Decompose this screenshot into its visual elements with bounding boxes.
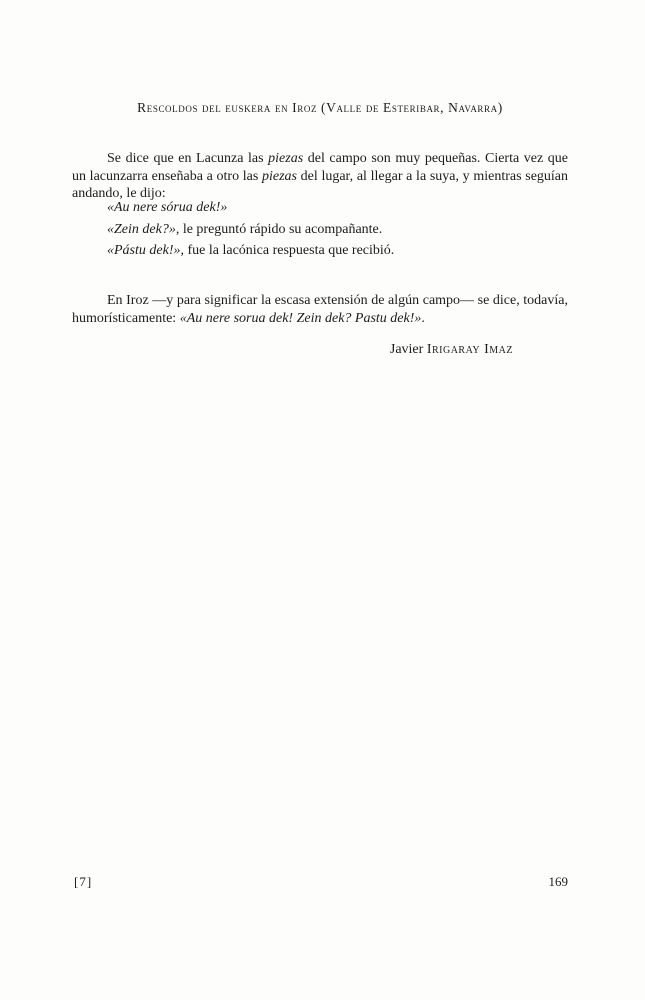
quote-spanish-text: , le preguntó rápido su acompañante. (175, 221, 383, 237)
paragraph-2-text: En Iroz —y para significar la escasa extensión de algún campo— se dice, todavía, humorísticamente: (72, 293, 568, 326)
footer-section-number: [7] (74, 874, 93, 889)
author-surnames: Irigaray Imaz (426, 342, 513, 357)
paragraph-1-italic-piezas: piezas (268, 151, 304, 166)
quote-line (107, 240, 547, 262)
quote-line (107, 219, 547, 241)
paragraph-1-text: del lugar, al llegar a la suya, y mientras seguían andando, le dijo: (72, 168, 569, 201)
footer-page-number: 169 (548, 874, 568, 889)
paragraph-1-text: Se dice que en Lacunza las (107, 151, 269, 166)
paragraph-1-italic-piezas: piezas (261, 168, 297, 184)
quote-basque-text: «Pástu dek!» (107, 243, 181, 258)
page-content (72, 0, 568, 1000)
quote-basque-text: «Au nere sórua dek!» (107, 200, 228, 215)
paragraph-2-text: . (421, 310, 425, 326)
dialogue-quotes (107, 197, 547, 262)
paragraph-2 (72, 292, 568, 327)
paragraph-2-italic-quote: «Au nere sorua dek! Zein dek? Pastu dek!» (179, 310, 422, 326)
author-signature (72, 342, 568, 358)
quote-spanish-text: , fue la lacónica respuesta que recibió. (180, 243, 395, 258)
paragraph-1-text: del campo son muy pequeñas. Cierta vez que un lacunzarra enseñaba a otro las (72, 151, 568, 184)
quote-basque-text: «Zein dek?» (107, 221, 176, 237)
quote-line (107, 197, 547, 219)
paragraph-1 (72, 150, 568, 203)
author-given-name: Javier (389, 342, 427, 357)
article-title: Rescoldos del euskera en Iroz (Valle de Esteribar, Navarra) (137, 100, 503, 115)
